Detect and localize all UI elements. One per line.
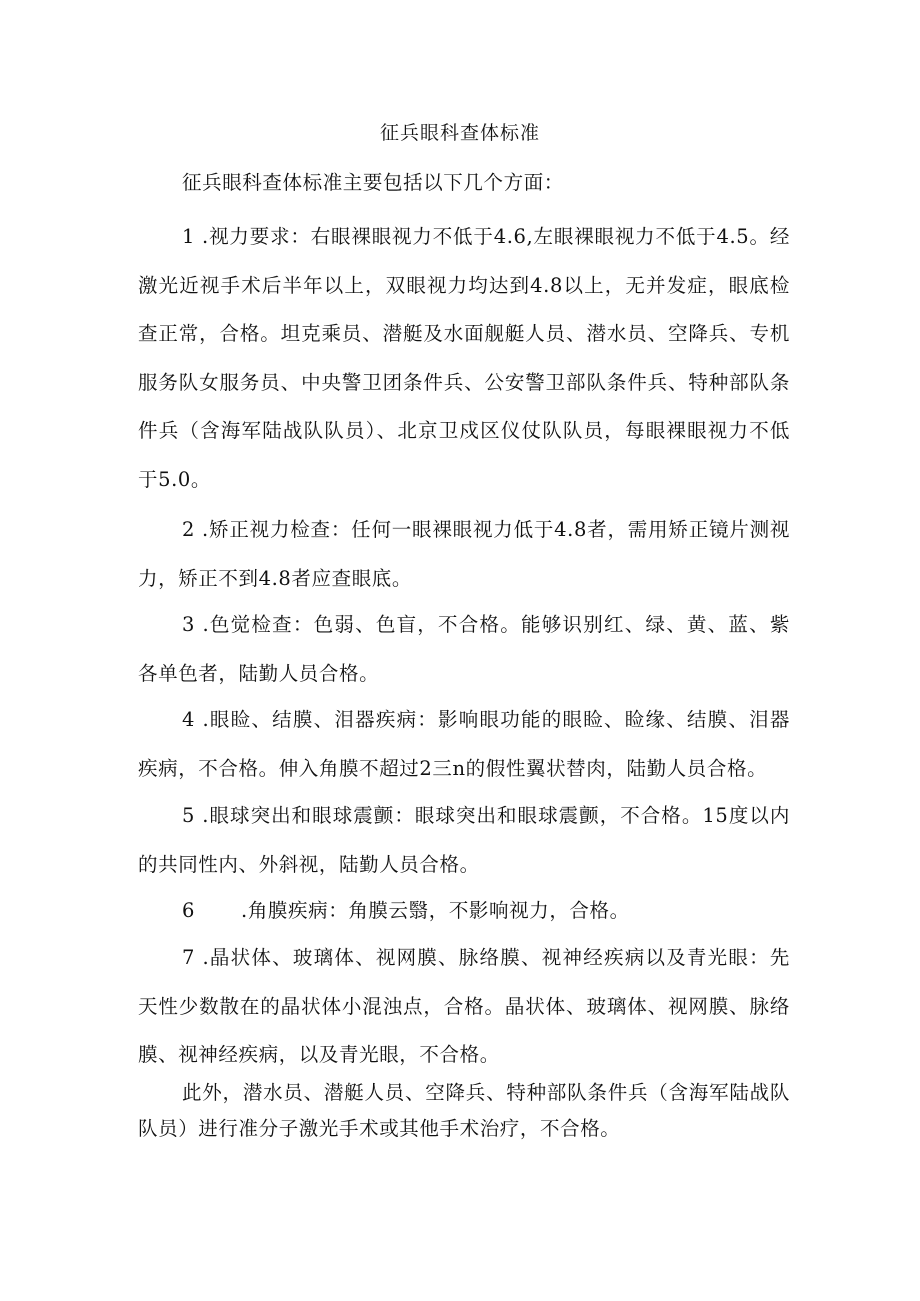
list-item [138,887,790,936]
list-item [138,792,790,889]
list-item [138,934,790,1080]
list-item [138,696,790,793]
intro-paragraph [138,168,790,198]
item-text: .色觉检查：色弱、色盲，不合格。能够识别红、绿、黄、蓝、紫各单色者，陆勤人员合格。 [138,613,790,685]
item-number: 5 [182,804,196,827]
closing-text: 此外，潜水员、潜艇人员、空降兵、特种部队条件兵（含海军陆战队队员）进行准分子激光手术或其他手术治疗，不合格。 [138,1081,790,1140]
item-text: .视力要求：右眼裸眼视力不低于4.6,左眼裸眼视力不低于4.5。经激光近视手术后半年以上，双眼视力均达到4.8以上，无并发症，眼底检查正常，合格。坦克乘员、潜艇及水面舰艇人员、潜水员、空降兵、专机服务队女服务员、中央警卫团条件兵、公安警卫部队条件兵、特种部队条件兵（含海军陆战队队员）、北京卫戍区仪仗队队员，每眼裸眼视力不低于5.0。 [138,225,790,491]
item-number: 6 [182,899,196,922]
item-number: 3 [182,613,196,636]
item-text: .眼睑、结膜、泪器疾病：影响眼功能的眼睑、睑缘、结膜、泪器疾病，不合格。伸入角膜不超过2三n的假性翼状替肉，陆勤人员合格。 [138,708,790,780]
item-number: 1 [182,225,196,248]
item-number: 7 [182,946,196,969]
list-item [138,213,790,504]
closing-paragraph [138,1075,790,1147]
list-item [138,601,790,698]
item-text: .角膜疾病：角膜云翳，不影响视力，合格。 [241,899,630,922]
item-text: .晶状体、玻璃体、视网膜、脉络膜、视神经疾病以及青光眼：先天性少数散在的晶状体小混浊点，合格。晶状体、玻璃体、视网膜、脉络膜、视神经疾病，以及青光眼，不合格。 [138,946,790,1066]
item-number: 4 [182,708,196,731]
list-item [138,506,790,603]
item-text: .矫正视力检查：任何一眼裸眼视力低于4.8者，需用矫正镜片测视力，矫正不到4.8者应查眼底。 [138,518,790,590]
document-title: 征兵眼科查体标准 [379,122,540,144]
item-number: 2 [182,518,196,541]
item-text: .眼球突出和眼球震颤：眼球突出和眼球震颤，不合格。15度以内的共同性内、外斜视，陆勤人员合格。 [138,804,790,876]
intro-text: 征兵眼科查体标准主要包括以下几个方面： [182,171,564,194]
